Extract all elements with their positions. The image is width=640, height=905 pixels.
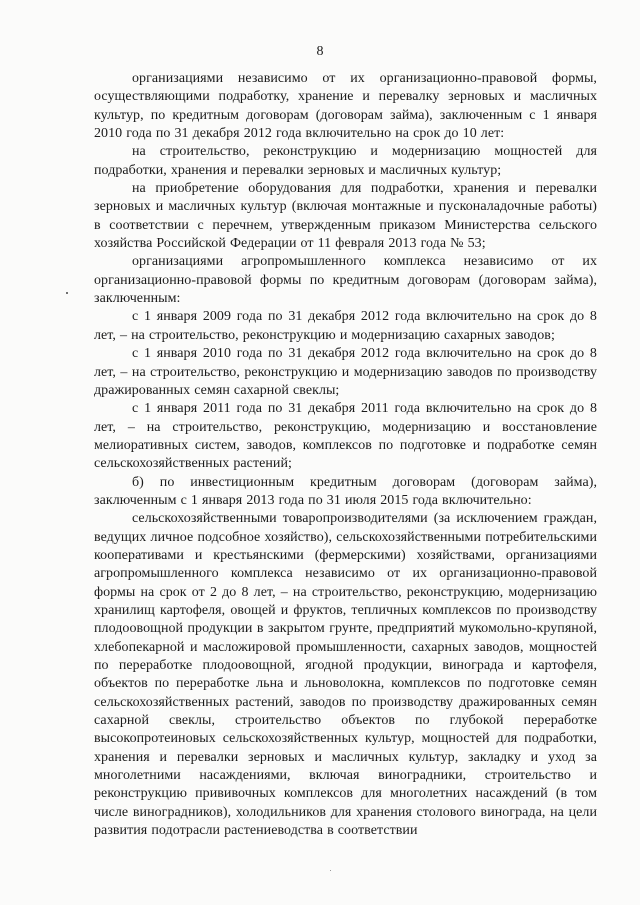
paragraph: б) по инвестиционным кредитным договорам (договорам займа), заключенным с 1 января 2013 года по 31 июля 2015 года включительно: [94, 474, 597, 508]
paragraph: организациями независимо от их организационно-правовой формы, осуществляющими подработку, хранение и перевалку зерновых и масличных культур, по кредитным договорам (договорам займа), заключенным с 1 января 2010 года по 31 декабря 2012 года включительно на срок до 10 лет: [94, 71, 597, 142]
paragraph: на строительство, реконструкцию и модернизацию мощностей для подработки, хранения и перевалки зерновых и масличных культур; [94, 144, 597, 178]
paragraph: с 1 января 2010 года по 31 декабря 2012 года включительно на срок до 8 лет, – на строительство, реконструкцию и модернизацию заводов по производству дражированных семян сахарной свеклы; [94, 346, 597, 398]
paragraph: с 1 января 2011 года по 31 декабря 2011 года включительно на срок до 8 лет, – на строительство, реконструкцию, модернизацию и восстановление мелиоративных систем, заводов, комплексов по подготовке и подработке семян сельскохозяйственных растений; [94, 401, 597, 472]
paragraph: организациями агропромышленного комплекса независимо от их организационно-правовой формы по кредитным договорам (договорам займа), заключенным: [94, 254, 597, 307]
paragraph: на приобретение оборудования для подработки, хранения и перевалки зерновых и масличных культур (включая монтажные и пусконаладочные работы) в соответствии с перечнем, утвержденным приказом Министерства сельского хозяйства Российской Федерации от 11 февраля 2013 года № 53; [94, 181, 597, 252]
scan-speck [66, 292, 68, 294]
paragraph: сельскохозяйственными товаропроизводителями (за исключением граждан, ведущих личное подсобное хозяйство), сельскохозяйственными потребительскими кооперативами и крестьянскими (фермерскими) хозяйствами, организациями агропромышленного комплекса независимо от их организационно-правовой формы на срок от 2 до 8 лет, – на строительство, реконструкцию, модернизацию хранилищ картофеля, овощей и фруктов, тепличных комплексов по производству плодоовощной продукции в закрытом грунте, предприятий мукомольно-крупяной, хлебопекарной и масложировой промышленности, сахарных заводов, мощностей по переработке плодоовощной, ягодной продукции, винограда и картофеля, объектов по переработке льна и льноволокна, комплексов по подготовке семян сельскохозяйственных растений, заводов по производству дражированных семян сахарной свеклы, строительство объектов по глубокой переработке высокопротеиновых сельскохозяйственных культур, мощностей для подработки, хранения и перевалки зерновых и масличных культур, закладку и уход за многолетними насаждениями, включая виноградники, строительство и реконструкцию прививочных комплексов для многолетних насаждений (в том числе виноградников), холодильников для хранения столового винограда, на цели развития подотрасли растениеводства в соответствии [94, 511, 597, 839]
scan-speck [330, 870, 331, 871]
page-number: 8 [316, 44, 324, 59]
document-body [94, 70, 597, 840]
paragraph: с 1 января 2009 года по 31 декабря 2012 года включительно на срок до 8 лет, – на строительство, реконструкцию и модернизацию сахарных заводов; [94, 309, 597, 343]
